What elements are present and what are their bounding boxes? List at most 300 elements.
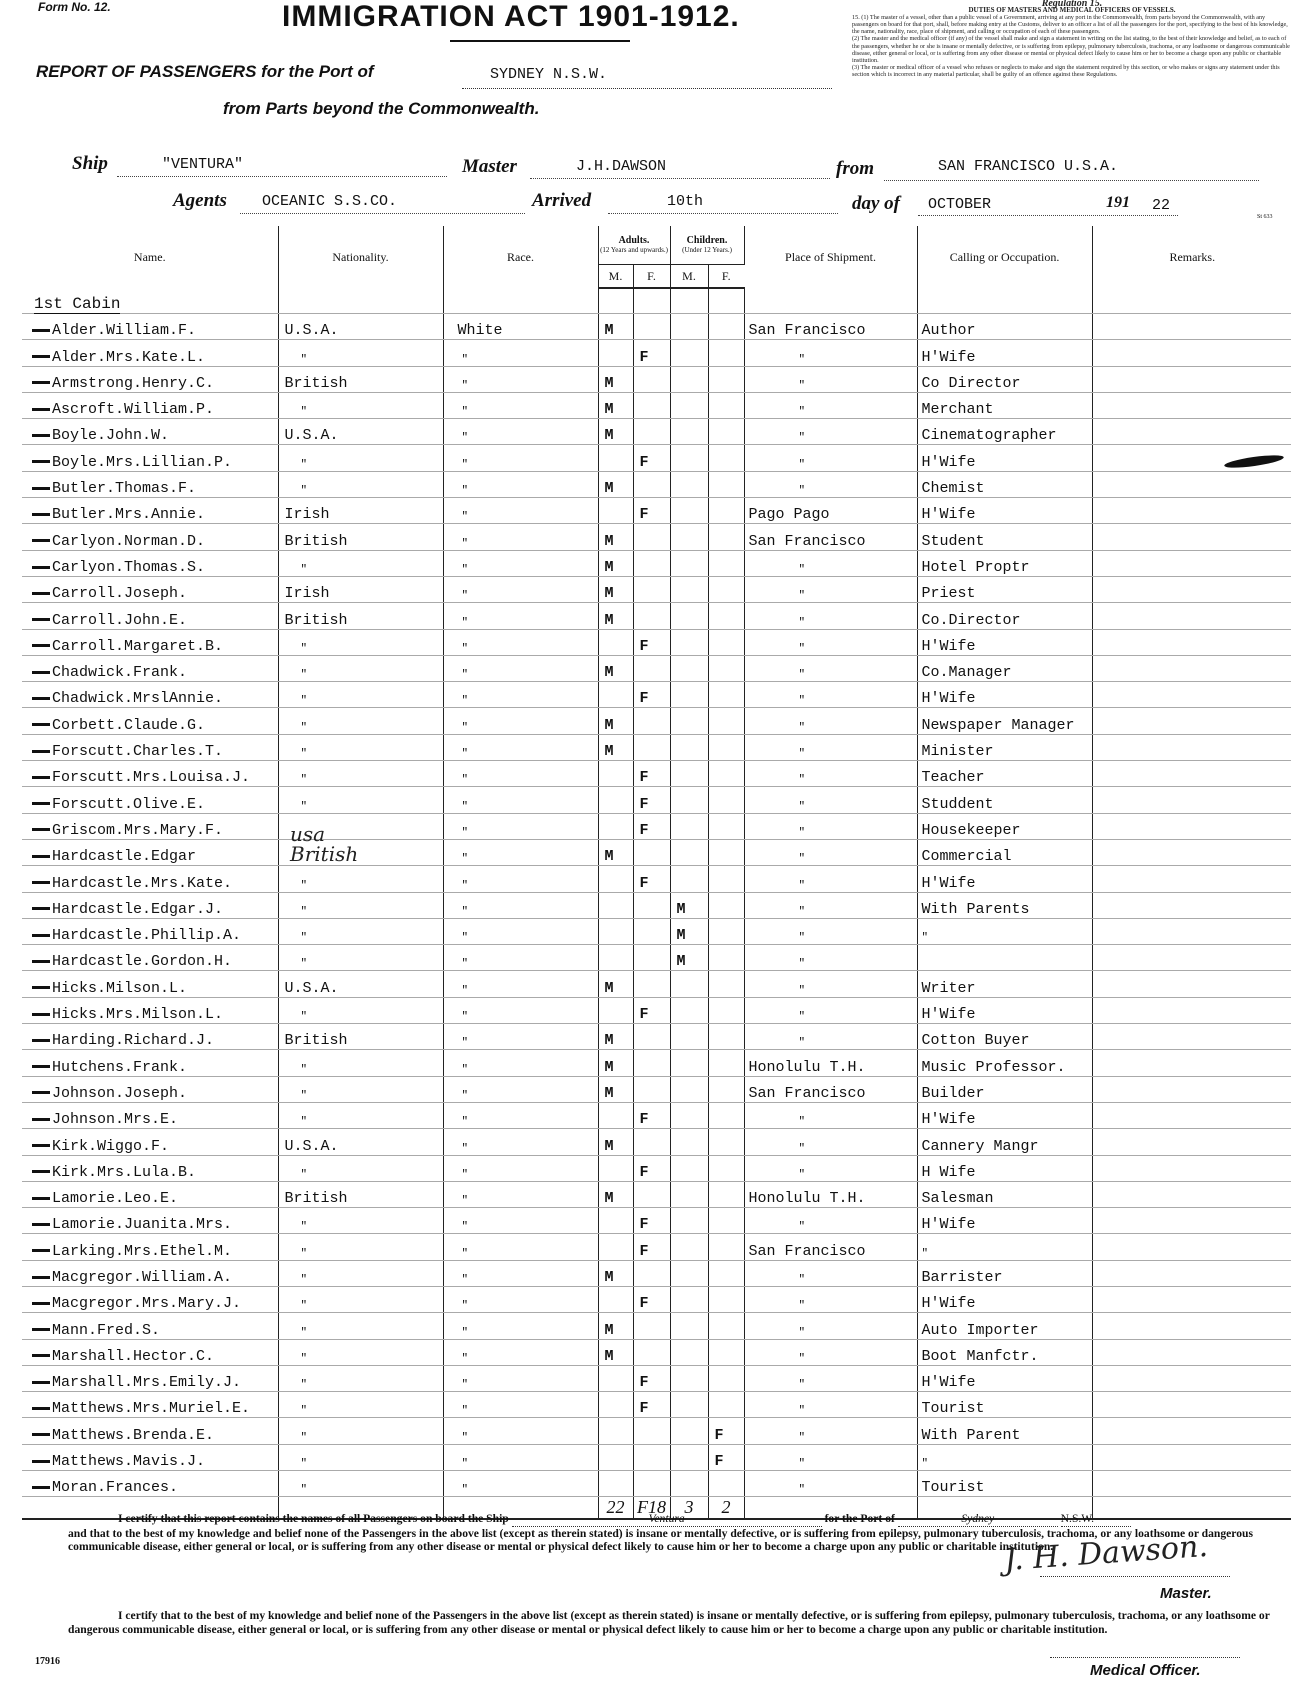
cell-nationality: " xyxy=(278,708,443,734)
cell-adult-f: F xyxy=(633,340,670,366)
cell-occupation: H'Wife xyxy=(917,498,1092,524)
cell-child-f xyxy=(708,550,744,576)
passenger-table xyxy=(22,226,1291,1520)
cell-child-f xyxy=(708,1155,744,1181)
cell-shipment: " xyxy=(744,761,917,787)
cell-child-m xyxy=(670,603,708,629)
cell-shipment: " xyxy=(744,629,917,655)
cell-adult-f: F xyxy=(633,1102,670,1128)
cell-race: " xyxy=(443,1024,598,1050)
cell-race: " xyxy=(443,1102,598,1128)
tick-mark xyxy=(32,460,50,463)
cell-child-m: M xyxy=(670,918,708,944)
cell-occupation: Commercial xyxy=(917,839,1092,865)
cell-nationality: " xyxy=(278,1392,443,1418)
cell-adult-m xyxy=(598,761,633,787)
cell-name xyxy=(22,682,278,708)
cell-child-f xyxy=(708,787,744,813)
cell-adult-m: M xyxy=(598,1024,633,1050)
cell-name xyxy=(22,813,278,839)
cell-shipment: " xyxy=(744,734,917,760)
cell-shipment: " xyxy=(744,471,917,497)
cell-child-f xyxy=(708,708,744,734)
cell-remarks xyxy=(1092,1392,1291,1418)
cell-adult-m xyxy=(598,1234,633,1260)
regulation-para-2: (2) The master and the medical officer (if any) of the vessel shall make and sign a statement in writing on the list stating, to the best of their knowledge and belief, as to each of the passengers, whether he or she is insane or mentally defective, or is suffering from epilepsy, pulmonary tuberculosis, trachoma, or any loathsome or dangerous communicable disease, either general or local, or is suffering from any other disease or mental or physical defect likely to cause him or her to become a charge upon any public or charitable institution. xyxy=(852,35,1290,64)
cell-race: " xyxy=(443,576,598,602)
cell-shipment: " xyxy=(744,576,917,602)
tick-mark xyxy=(32,934,50,937)
cell-nationality: " xyxy=(278,892,443,918)
cell-adult-m xyxy=(598,498,633,524)
cell-name xyxy=(22,392,278,418)
cell-name xyxy=(22,1365,278,1391)
cell-child-f xyxy=(708,498,744,524)
cell-race: " xyxy=(443,445,598,471)
passenger-row xyxy=(22,997,1291,1023)
cell-shipment: " xyxy=(744,813,917,839)
arrived-value: 10th xyxy=(667,193,704,210)
passenger-row xyxy=(22,1050,1291,1076)
cell-remarks xyxy=(1092,997,1291,1023)
cell-adult-m xyxy=(598,997,633,1023)
cell-name xyxy=(22,866,278,892)
col-header-adult-m: M. xyxy=(598,265,633,289)
cell-adult-m: M xyxy=(598,392,633,418)
passenger-name: Hardcastle.Mrs.Kate. xyxy=(52,874,233,892)
col-header-occupation: Calling or Occupation. xyxy=(917,226,1092,288)
cell-adult-m: M xyxy=(598,524,633,550)
cell-race: " xyxy=(443,498,598,524)
cell-child-m xyxy=(670,997,708,1023)
cell-name xyxy=(22,655,278,681)
cell-nationality: " xyxy=(278,1050,443,1076)
regulation-box xyxy=(852,0,1291,78)
tick-mark xyxy=(32,592,50,595)
cell-race: " xyxy=(443,524,598,550)
passenger-row xyxy=(22,761,1291,787)
cell-adult-m: M xyxy=(598,708,633,734)
cell-remarks xyxy=(1092,1076,1291,1102)
passenger-name: Carroll.John.E. xyxy=(52,611,188,629)
cert-line-a: I certify that this report contains the names of all Passengers on board the Ship xyxy=(118,1512,509,1525)
cell-name xyxy=(22,1286,278,1312)
cell-name xyxy=(22,1234,278,1260)
month-value: OCTOBER xyxy=(928,196,992,213)
cell-occupation: H'Wife xyxy=(917,340,1092,366)
cell-adult-f: F xyxy=(633,866,670,892)
cell-adult-f: F xyxy=(633,813,670,839)
cell-child-m xyxy=(670,655,708,681)
agents-label: Agents xyxy=(173,190,227,211)
cell-race: " xyxy=(443,1181,598,1207)
tick-mark xyxy=(32,986,50,989)
cell-child-f xyxy=(708,997,744,1023)
cell-shipment: Honolulu T.H. xyxy=(744,1181,917,1207)
cell-race: " xyxy=(443,813,598,839)
passenger-row xyxy=(22,1102,1291,1128)
cell-child-m xyxy=(670,445,708,471)
cell-race: " xyxy=(443,997,598,1023)
cell-child-f xyxy=(708,419,744,445)
cell-adult-f xyxy=(633,392,670,418)
cell-child-m xyxy=(670,1050,708,1076)
total-af: F18 xyxy=(633,1497,670,1520)
cell-child-m xyxy=(670,1365,708,1391)
cell-occupation: Housekeeper xyxy=(917,813,1092,839)
cell-remarks xyxy=(1092,1050,1291,1076)
cell-shipment: " xyxy=(744,1260,917,1286)
cell-race: " xyxy=(443,1129,598,1155)
passenger-name: Hicks.Mrs.Milson.L. xyxy=(52,1006,224,1024)
cell-shipment: San Francisco xyxy=(744,314,917,340)
cell-remarks xyxy=(1092,682,1291,708)
cell-occupation: Chemist xyxy=(917,471,1092,497)
cell-race: " xyxy=(443,1076,598,1102)
cell-child-f xyxy=(708,1129,744,1155)
cell-adult-f: F xyxy=(633,1234,670,1260)
cell-adult-m: M xyxy=(598,603,633,629)
cell-shipment: San Francisco xyxy=(744,1234,917,1260)
cell-occupation: " xyxy=(917,918,1092,944)
cell-adult-m xyxy=(598,629,633,655)
tick-mark xyxy=(32,1065,50,1068)
col-header-child-f: F. xyxy=(708,265,744,289)
tick-mark xyxy=(32,329,50,332)
cell-name xyxy=(22,550,278,576)
cell-occupation: Writer xyxy=(917,971,1092,997)
arrived-label: Arrived xyxy=(532,190,592,211)
passenger-name: Chadwick.MrslAnnie. xyxy=(52,690,224,708)
cell-occupation: " xyxy=(917,1444,1092,1470)
cell-occupation: Builder xyxy=(917,1076,1092,1102)
tick-mark xyxy=(32,434,50,437)
cell-nationality: " xyxy=(278,1286,443,1312)
passenger-row xyxy=(22,839,1291,865)
cell-adult-f xyxy=(633,1050,670,1076)
tick-mark xyxy=(32,1302,50,1305)
cell-shipment: " xyxy=(744,1365,917,1391)
cell-child-m xyxy=(670,498,708,524)
col-header-remarks: Remarks. xyxy=(1169,249,1216,264)
cell-name xyxy=(22,997,278,1023)
cell-shipment: " xyxy=(744,1313,917,1339)
cell-remarks xyxy=(1092,1418,1291,1444)
cell-adult-f xyxy=(633,524,670,550)
cell-occupation: Teacher xyxy=(917,761,1092,787)
cell-child-f xyxy=(708,918,744,944)
cell-shipment: " xyxy=(744,708,917,734)
year-prefix: 191 xyxy=(1106,194,1130,211)
cell-child-m: M xyxy=(670,945,708,971)
cell-adult-m xyxy=(598,1365,633,1391)
master-value: J.H.DAWSON xyxy=(576,158,667,175)
cell-shipment: Pago Pago xyxy=(744,498,917,524)
cell-adult-f: F xyxy=(633,629,670,655)
passenger-row xyxy=(22,866,1291,892)
cell-race: " xyxy=(443,1365,598,1391)
cell-occupation: With Parents xyxy=(917,892,1092,918)
cell-race: " xyxy=(443,971,598,997)
cell-remarks xyxy=(1092,576,1291,602)
cell-adult-m xyxy=(598,945,633,971)
passenger-name: Kirk.Wiggo.F. xyxy=(52,1137,170,1155)
passenger-row xyxy=(22,445,1291,471)
tick-mark xyxy=(32,1276,50,1279)
cell-child-m xyxy=(670,1181,708,1207)
cell-adult-m: M xyxy=(598,1050,633,1076)
cert-body: and that to the best of my knowledge and belief none of the Passengers in the above list (except as therein stated) is insane or mentally defective, or is suffering from epilepsy, pulmonary tuberculosis, trachoma, or any loathsome or dangerous communicable disease, either general or local, or is suffering from any other disease or mental or physical defect likely to cause him or her to become a charge upon any public or charitable institution. xyxy=(68,1526,1254,1553)
cell-adult-f xyxy=(633,1181,670,1207)
master-signature-line xyxy=(1040,1576,1230,1577)
title-underline xyxy=(450,40,630,42)
cell-name xyxy=(22,1102,278,1128)
cell-adult-m: M xyxy=(598,1313,633,1339)
cell-child-f: F xyxy=(708,1418,744,1444)
passenger-row xyxy=(22,971,1291,997)
cell-nationality: U.S.A. xyxy=(278,1129,443,1155)
cell-occupation: Auto Importer xyxy=(917,1313,1092,1339)
cell-name xyxy=(22,918,278,944)
cell-remarks xyxy=(1092,655,1291,681)
passenger-row xyxy=(22,1024,1291,1050)
ship-label: Ship xyxy=(72,153,108,174)
cell-remarks xyxy=(1092,734,1291,760)
cell-name xyxy=(22,971,278,997)
cell-child-m xyxy=(670,1024,708,1050)
cell-child-m xyxy=(670,340,708,366)
cell-adult-m: M xyxy=(598,1181,633,1207)
tick-mark xyxy=(32,566,50,569)
cell-nationality: " xyxy=(278,655,443,681)
cell-adult-m: M xyxy=(598,1076,633,1102)
cell-child-m xyxy=(670,1208,708,1234)
tick-mark xyxy=(32,1354,50,1357)
passenger-row xyxy=(22,1208,1291,1234)
cell-adult-f: F xyxy=(633,1392,670,1418)
cell-occupation: Co.Manager xyxy=(917,655,1092,681)
cell-occupation: Barrister xyxy=(917,1260,1092,1286)
cell-shipment: " xyxy=(744,419,917,445)
cell-nationality: British xyxy=(278,1024,443,1050)
cell-nationality: " xyxy=(278,445,443,471)
cell-race: " xyxy=(443,839,598,865)
passenger-row xyxy=(22,1076,1291,1102)
cell-race: " xyxy=(443,340,598,366)
cell-adult-f xyxy=(633,603,670,629)
passenger-name: Kirk.Mrs.Lula.B. xyxy=(52,1163,197,1181)
passenger-name: Carroll.Joseph. xyxy=(52,585,188,603)
cell-nationality: " xyxy=(278,997,443,1023)
cell-adult-f xyxy=(633,471,670,497)
cell-remarks xyxy=(1092,1365,1291,1391)
passenger-name: Forscutt.Charles.T. xyxy=(52,743,224,761)
tick-mark xyxy=(32,907,50,910)
cell-name xyxy=(22,892,278,918)
children-label: Children. xyxy=(686,235,728,246)
cell-remarks xyxy=(1092,550,1291,576)
cell-name xyxy=(22,524,278,550)
passenger-row xyxy=(22,1155,1291,1181)
cell-occupation: Minister xyxy=(917,734,1092,760)
cell-adult-f: F xyxy=(633,498,670,524)
children-sub: (Under 12 Years.) xyxy=(682,246,732,254)
cell-occupation: Tourist xyxy=(917,1471,1092,1497)
cell-child-m xyxy=(670,708,708,734)
cell-name xyxy=(22,1471,278,1497)
cell-shipment: " xyxy=(744,945,917,971)
cell-remarks xyxy=(1092,761,1291,787)
cell-remarks xyxy=(1092,1471,1291,1497)
cell-child-m xyxy=(670,314,708,340)
cell-child-m xyxy=(670,971,708,997)
passenger-row xyxy=(22,1234,1291,1260)
passenger-row xyxy=(22,1181,1291,1207)
tick-mark xyxy=(32,408,50,411)
cell-remarks xyxy=(1092,813,1291,839)
cell-adult-f xyxy=(633,655,670,681)
cell-nationality: " xyxy=(278,1076,443,1102)
cell-shipment: " xyxy=(744,392,917,418)
cell-nationality: " xyxy=(278,1260,443,1286)
tick-mark xyxy=(32,1381,50,1384)
passenger-row xyxy=(22,1129,1291,1155)
cell-child-f xyxy=(708,892,744,918)
master-label-header: Master xyxy=(462,156,517,177)
from-label: from xyxy=(836,158,874,179)
col-header-adults xyxy=(598,226,670,265)
cell-remarks xyxy=(1092,866,1291,892)
cell-child-f xyxy=(708,524,744,550)
cell-child-m xyxy=(670,1260,708,1286)
tick-mark xyxy=(32,828,50,831)
cell-shipment: " xyxy=(744,1208,917,1234)
passenger-row xyxy=(22,471,1291,497)
cell-adult-m xyxy=(598,1444,633,1470)
passenger-row xyxy=(22,629,1291,655)
form-number: Form No. 12. xyxy=(38,0,111,14)
cell-adult-m: M xyxy=(598,314,633,340)
cell-remarks xyxy=(1092,787,1291,813)
cell-occupation: Priest xyxy=(917,576,1092,602)
cell-adult-f: F xyxy=(633,1208,670,1234)
tick-mark xyxy=(32,1118,50,1121)
section-label: 1st Cabin xyxy=(22,288,278,314)
passenger-name: Carlyon.Thomas.S. xyxy=(52,558,206,576)
passenger-row xyxy=(22,682,1291,708)
cell-nationality: " xyxy=(278,1102,443,1128)
tick-mark xyxy=(32,776,50,779)
cell-adult-m: M xyxy=(598,839,633,865)
cell-adult-m xyxy=(598,787,633,813)
cell-adult-m xyxy=(598,340,633,366)
cell-adult-f: F xyxy=(633,1365,670,1391)
tick-mark xyxy=(32,1170,50,1173)
passenger-name: Alder.Mrs.Kate.L. xyxy=(52,348,206,366)
cell-child-f xyxy=(708,1076,744,1102)
arrived-underline xyxy=(608,195,838,214)
total-cf: 2 xyxy=(708,1497,744,1520)
cell-nationality: " xyxy=(278,1313,443,1339)
cell-name xyxy=(22,1339,278,1365)
cell-race: " xyxy=(443,550,598,576)
regulation-para-1: 15. (1) The master of a vessel, other than a public vessel of a Government, arriving at any port in the Commonwealth, from parts beyond the Commonwealth, with any passengers on board for that port, shall, before making entry at the Customs, deliver to an officer a list of all the passengers for the port, specifying to the best of his knowledge, the name, nationality, race, place of shipment, and calling or occupation of each of these passengers. xyxy=(852,14,1288,36)
cell-child-f xyxy=(708,945,744,971)
cell-adult-f xyxy=(633,1471,670,1497)
cell-nationality: " xyxy=(278,471,443,497)
cell-shipment: " xyxy=(744,1418,917,1444)
passenger-name: Griscom.Mrs.Mary.F. xyxy=(52,821,224,839)
medical-cert-body: I certify that to the best of my knowledge and belief none of the Passengers in the above list (except as therein stated) is insane or mentally defective, or is suffering from epilepsy, pulmonary tuberculosis, trachoma, or any loathsome or dangerous communicable disease, either general or local, or is suffering from any other disease or mental or physical defect likely to cause him or her to become a charge upon any public or charitable institution. xyxy=(68,1609,1270,1636)
tick-mark xyxy=(32,855,50,858)
tick-mark xyxy=(32,750,50,753)
passenger-name: Johnson.Mrs.E. xyxy=(52,1111,179,1129)
cell-shipment: San Francisco xyxy=(744,1076,917,1102)
cell-child-f xyxy=(708,1234,744,1260)
stamp-number: 17916 xyxy=(35,1656,60,1667)
cell-occupation xyxy=(917,945,1092,971)
cell-name xyxy=(22,1444,278,1470)
cell-child-f xyxy=(708,1286,744,1312)
cell-race: " xyxy=(443,682,598,708)
cell-child-m xyxy=(670,392,708,418)
cell-adult-m: M xyxy=(598,1339,633,1365)
day-of-label: day of xyxy=(852,193,901,214)
cell-name xyxy=(22,839,278,865)
cell-shipment: " xyxy=(744,1444,917,1470)
passenger-name: Johnson.Joseph. xyxy=(52,1084,188,1102)
passenger-row xyxy=(22,945,1291,971)
passenger-row xyxy=(22,734,1291,760)
cell-occupation: Merchant xyxy=(917,392,1092,418)
cell-nationality: " xyxy=(278,392,443,418)
cell-occupation: Student xyxy=(917,524,1092,550)
tick-mark xyxy=(32,1197,50,1200)
cell-remarks xyxy=(1092,1339,1291,1365)
passenger-name: Larking.Mrs.Ethel.M. xyxy=(52,1242,233,1260)
cell-adult-f xyxy=(633,550,670,576)
tick-mark xyxy=(32,381,50,384)
cell-adult-f xyxy=(633,1313,670,1339)
cell-remarks xyxy=(1092,1155,1291,1181)
sheet-number: St 633 xyxy=(1257,214,1273,220)
cell-shipment: " xyxy=(744,1102,917,1128)
cell-adult-m xyxy=(598,813,633,839)
col-header-children xyxy=(670,226,744,265)
cell-nationality: " xyxy=(278,340,443,366)
cell-child-f xyxy=(708,629,744,655)
passenger-name: Chadwick.Frank. xyxy=(52,664,188,682)
cell-shipment: " xyxy=(744,1024,917,1050)
passenger-row xyxy=(22,576,1291,602)
cell-nationality: " xyxy=(278,682,443,708)
cell-shipment: " xyxy=(744,918,917,944)
cell-occupation: Co.Director xyxy=(917,603,1092,629)
cell-remarks xyxy=(1092,340,1291,366)
ship-value: "VENTURA" xyxy=(162,156,244,173)
total-cm: 3 xyxy=(670,1497,708,1520)
cell-child-m xyxy=(670,1155,708,1181)
passenger-name: Mann.Fred.S. xyxy=(52,1321,161,1339)
passenger-name: Ascroft.William.P. xyxy=(52,401,215,419)
cell-nationality: British xyxy=(278,524,443,550)
cell-adult-f xyxy=(633,1129,670,1155)
cell-remarks xyxy=(1092,1260,1291,1286)
cell-name xyxy=(22,445,278,471)
passenger-row xyxy=(22,550,1291,576)
tick-mark xyxy=(32,1407,50,1410)
cell-remarks xyxy=(1092,524,1291,550)
